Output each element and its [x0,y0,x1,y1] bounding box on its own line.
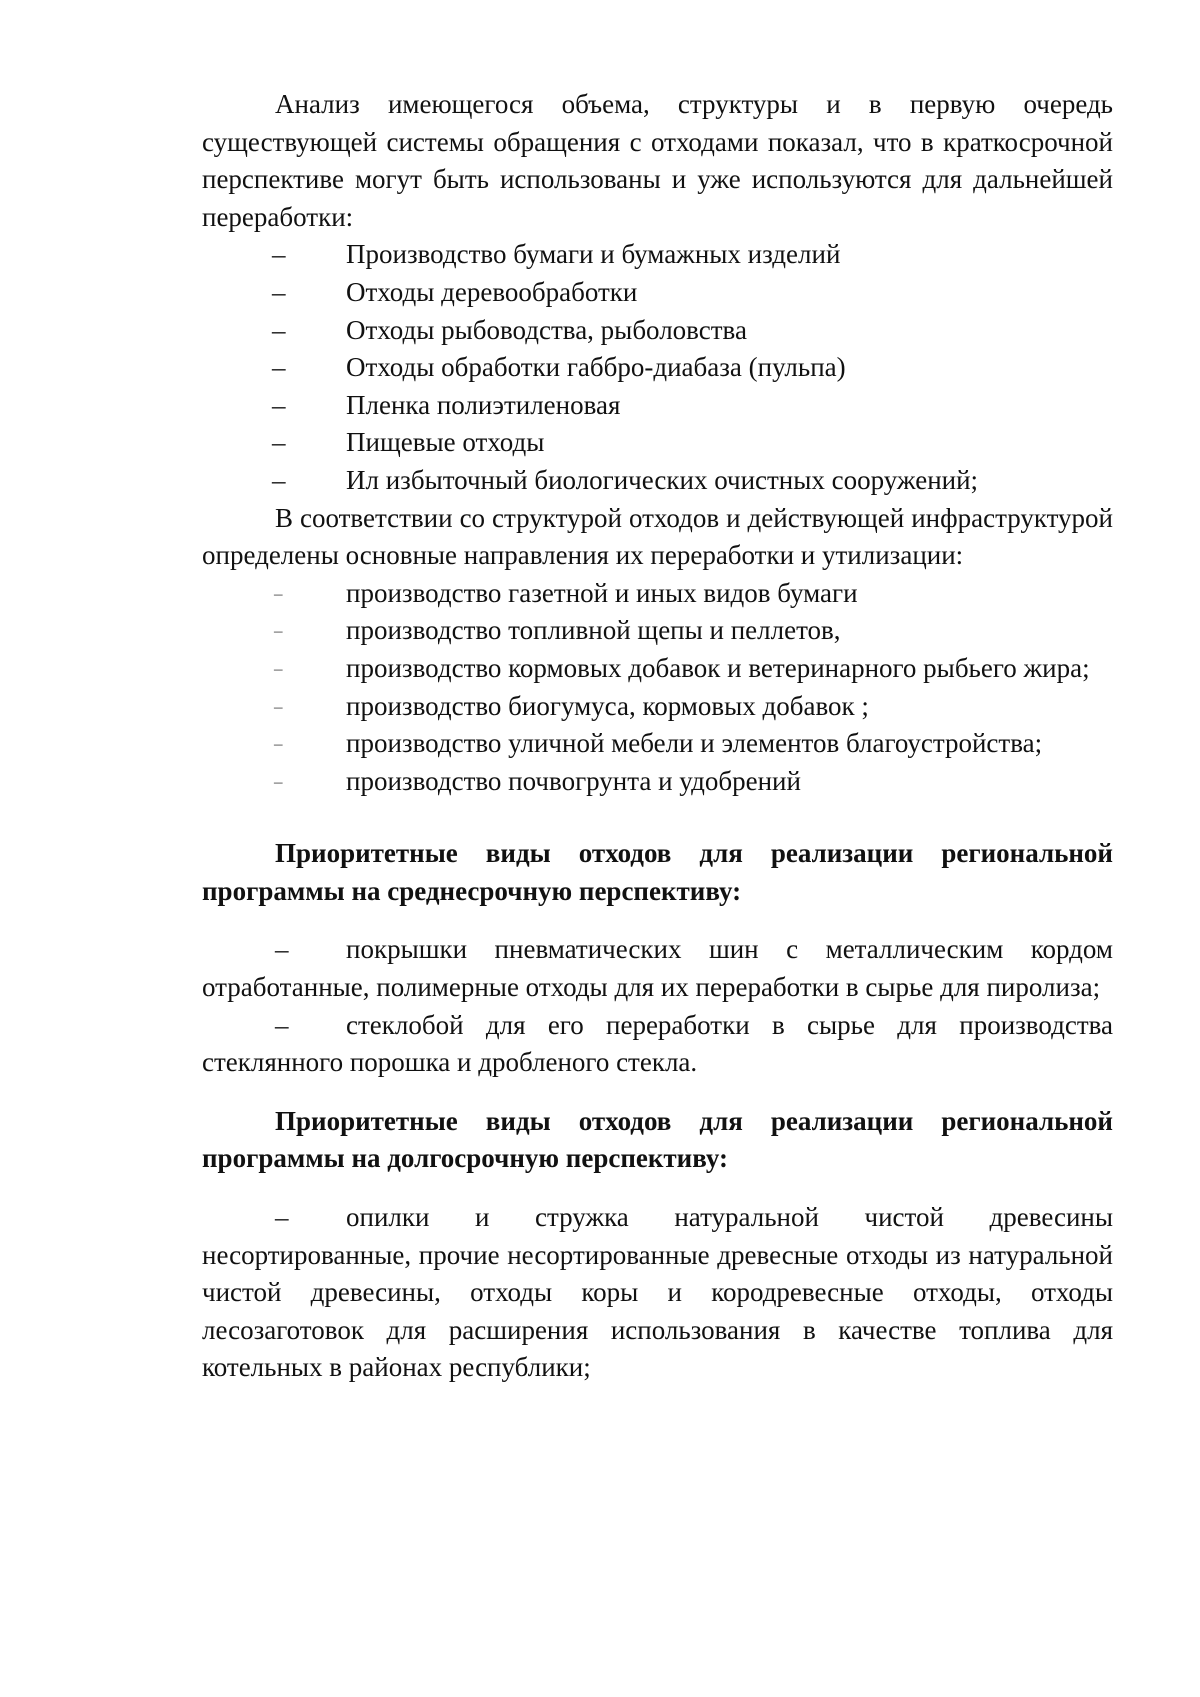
list-item: – производство почвогрунта и удобрений [202,763,1113,801]
dash-marker: – [272,239,286,270]
dash-marker: – [272,276,286,307]
dash-marker: – [272,314,286,345]
dash-marker: – [274,734,283,754]
list-item: – производство газетной и иных видов бумаги [202,575,1113,613]
long-term-item: – опилки и стружка натуральной чистой древесины несортированные, прочие несортированные древесные отходы из натуральной чистой древесины, отходы коры и кородревесные отходы, отходы лесозаготовок для расширения использования в качестве топлива для котельных в районах республики; [202,1199,1113,1387]
list-item: – производство кормовых добавок и ветеринарного рыбьего жира; [202,650,1113,688]
dash-marker: – [272,352,286,383]
dash-marker: – [272,464,286,495]
list-item: – производство топливной щепы и пеллетов, [202,612,1113,650]
dash-marker: – [275,934,289,965]
list-item: – Отходы деревообработки [202,274,1113,312]
dash-marker: – [274,583,283,603]
list-item: – производство уличной мебели и элементов благоустройства; [202,725,1113,763]
dash-marker: – [274,621,283,641]
dash-marker: – [274,696,283,716]
list-item: – Пищевые отходы [202,424,1113,462]
long-term-heading: Приоритетные виды отходов для реализации региональной программы на долгосрочную перспективу: [202,1105,1113,1174]
list-item: – Отходы рыбоводства, рыболовства [202,312,1113,350]
list-item: – производство биогумуса, кормовых добавок ; [202,688,1113,726]
list-item: – Отходы обработки габбро-диабаза (пульпа) [202,349,1113,387]
list-item: – Ил избыточный биологических очистных сооружений; [202,462,1113,500]
dash-marker: – [275,1202,289,1233]
mid-term-item: – покрышки пневматических шин с металлическим кордом отработанные, полимерные отходы для их переработки в сырье для пиролиза; [202,931,1113,1006]
short-term-waste-list [202,236,1113,499]
intro-paragraph: Анализ имеющегося объема, структуры и в первую очередь существующей системы обращения с отходами показал, что в краткосрочной перспективе могут быть использованы и уже используются для дальнейшей переработки: [202,89,1113,232]
mid-term-heading: Приоритетные виды отходов для реализации региональной программы на среднесрочную перспективу: [202,838,1113,906]
mid-term-item: – стеклобой для его переработки в сырье для производства стеклянного порошка и дробленого стекла. [202,1007,1113,1082]
dash-marker: – [274,771,283,791]
dash-marker: – [272,427,286,458]
dash-marker: – [274,658,283,678]
list-item: – Пленка полиэтиленовая [202,387,1113,425]
directions-paragraph: В соответствии со структурой отходов и действующей инфраструктурой определены основные направления их переработки и утилизации: [202,502,1113,571]
processing-directions-list [202,575,1113,801]
dash-marker: – [275,1009,289,1040]
list-item: – Производство бумаги и бумажных изделий [202,236,1113,274]
dash-marker: – [272,389,286,420]
